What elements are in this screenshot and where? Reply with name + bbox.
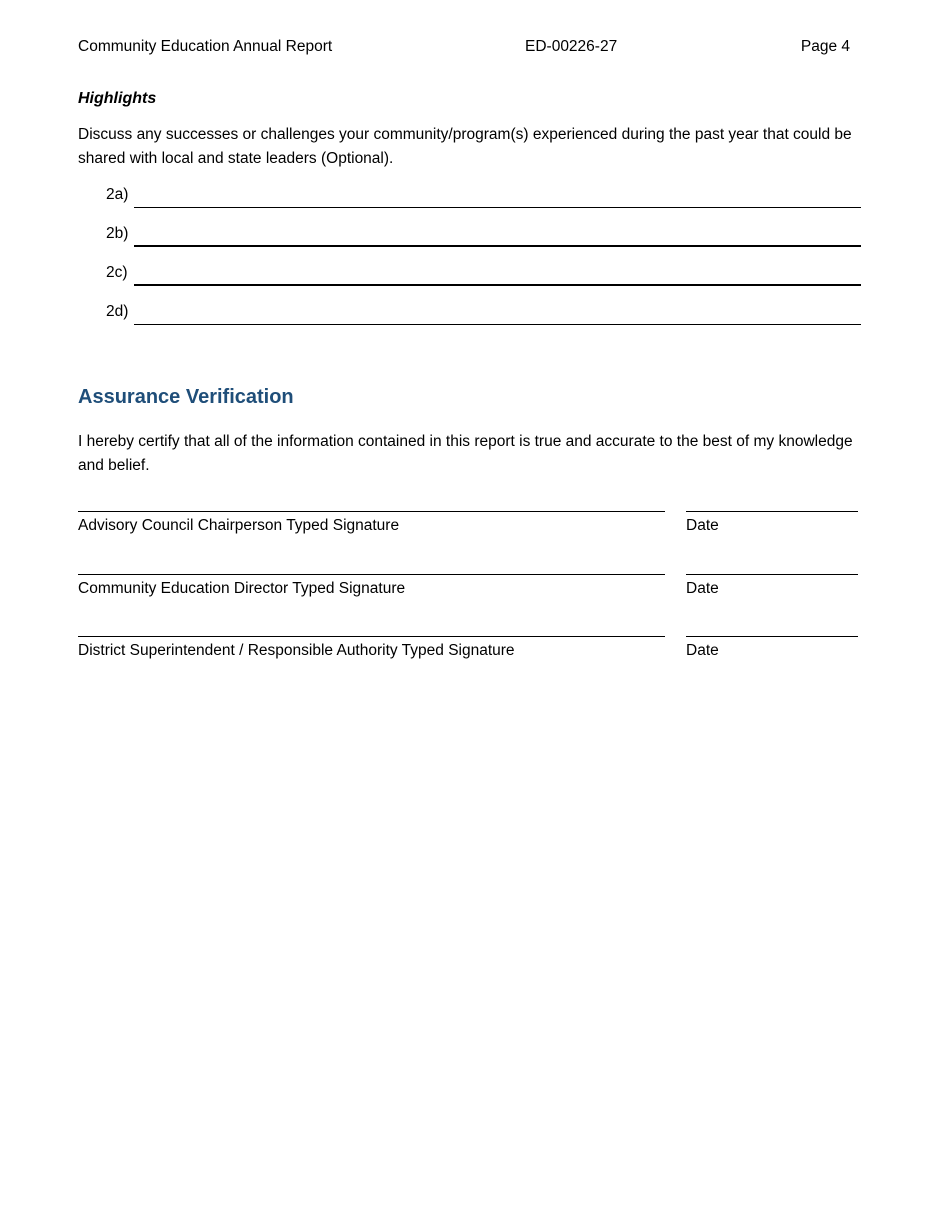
signature-label: District Superintendent / Responsible Authority Typed Signature bbox=[78, 642, 515, 659]
signature-label: Community Education Director Typed Signature bbox=[78, 580, 406, 597]
certification-statement: I hereby certify that all of the information contained in this report is true and accurate to the best of my knowledge and belief. bbox=[78, 433, 853, 474]
signature-line[interactable] bbox=[78, 636, 665, 637]
signature-label: Advisory Council Chairperson Typed Signature bbox=[78, 517, 400, 534]
answer-input-line[interactable] bbox=[134, 207, 861, 208]
answer-input-line[interactable] bbox=[134, 284, 861, 286]
form-number: ED-00226-27 bbox=[525, 38, 618, 55]
answer-label: 2d) bbox=[106, 303, 129, 320]
signature-row-superintendent bbox=[78, 636, 859, 676]
page-number: Page 4 bbox=[800, 38, 850, 55]
answer-input-line[interactable] bbox=[134, 245, 861, 247]
highlights-heading: Highlights bbox=[78, 90, 157, 107]
answer-input-line[interactable] bbox=[134, 324, 861, 325]
report-title: Community Education Annual Report bbox=[78, 38, 333, 55]
answer-field-2d[interactable] bbox=[106, 303, 861, 325]
date-label: Date bbox=[686, 580, 719, 597]
date-line[interactable] bbox=[686, 636, 858, 637]
highlights-description: Discuss any successes or challenges your community/program(s) experienced during the past year that could be shared with local and state leaders (Optional). bbox=[78, 126, 852, 167]
date-label: Date bbox=[686, 517, 719, 534]
answer-field-2c[interactable] bbox=[106, 264, 861, 286]
date-line[interactable] bbox=[686, 574, 858, 575]
answer-field-2b[interactable] bbox=[106, 225, 861, 247]
answer-field-2a[interactable] bbox=[106, 186, 861, 208]
answer-label: 2c) bbox=[106, 264, 128, 281]
date-line[interactable] bbox=[686, 511, 858, 512]
assurance-heading: Assurance Verification bbox=[78, 386, 294, 408]
date-label: Date bbox=[686, 642, 719, 659]
answer-label: 2a) bbox=[106, 186, 129, 203]
answer-label: 2b) bbox=[106, 225, 129, 242]
signature-line[interactable] bbox=[78, 511, 665, 512]
page-header bbox=[78, 38, 852, 58]
signature-row-director bbox=[78, 574, 859, 614]
signature-row-chairperson bbox=[78, 511, 859, 551]
signature-line[interactable] bbox=[78, 574, 665, 575]
